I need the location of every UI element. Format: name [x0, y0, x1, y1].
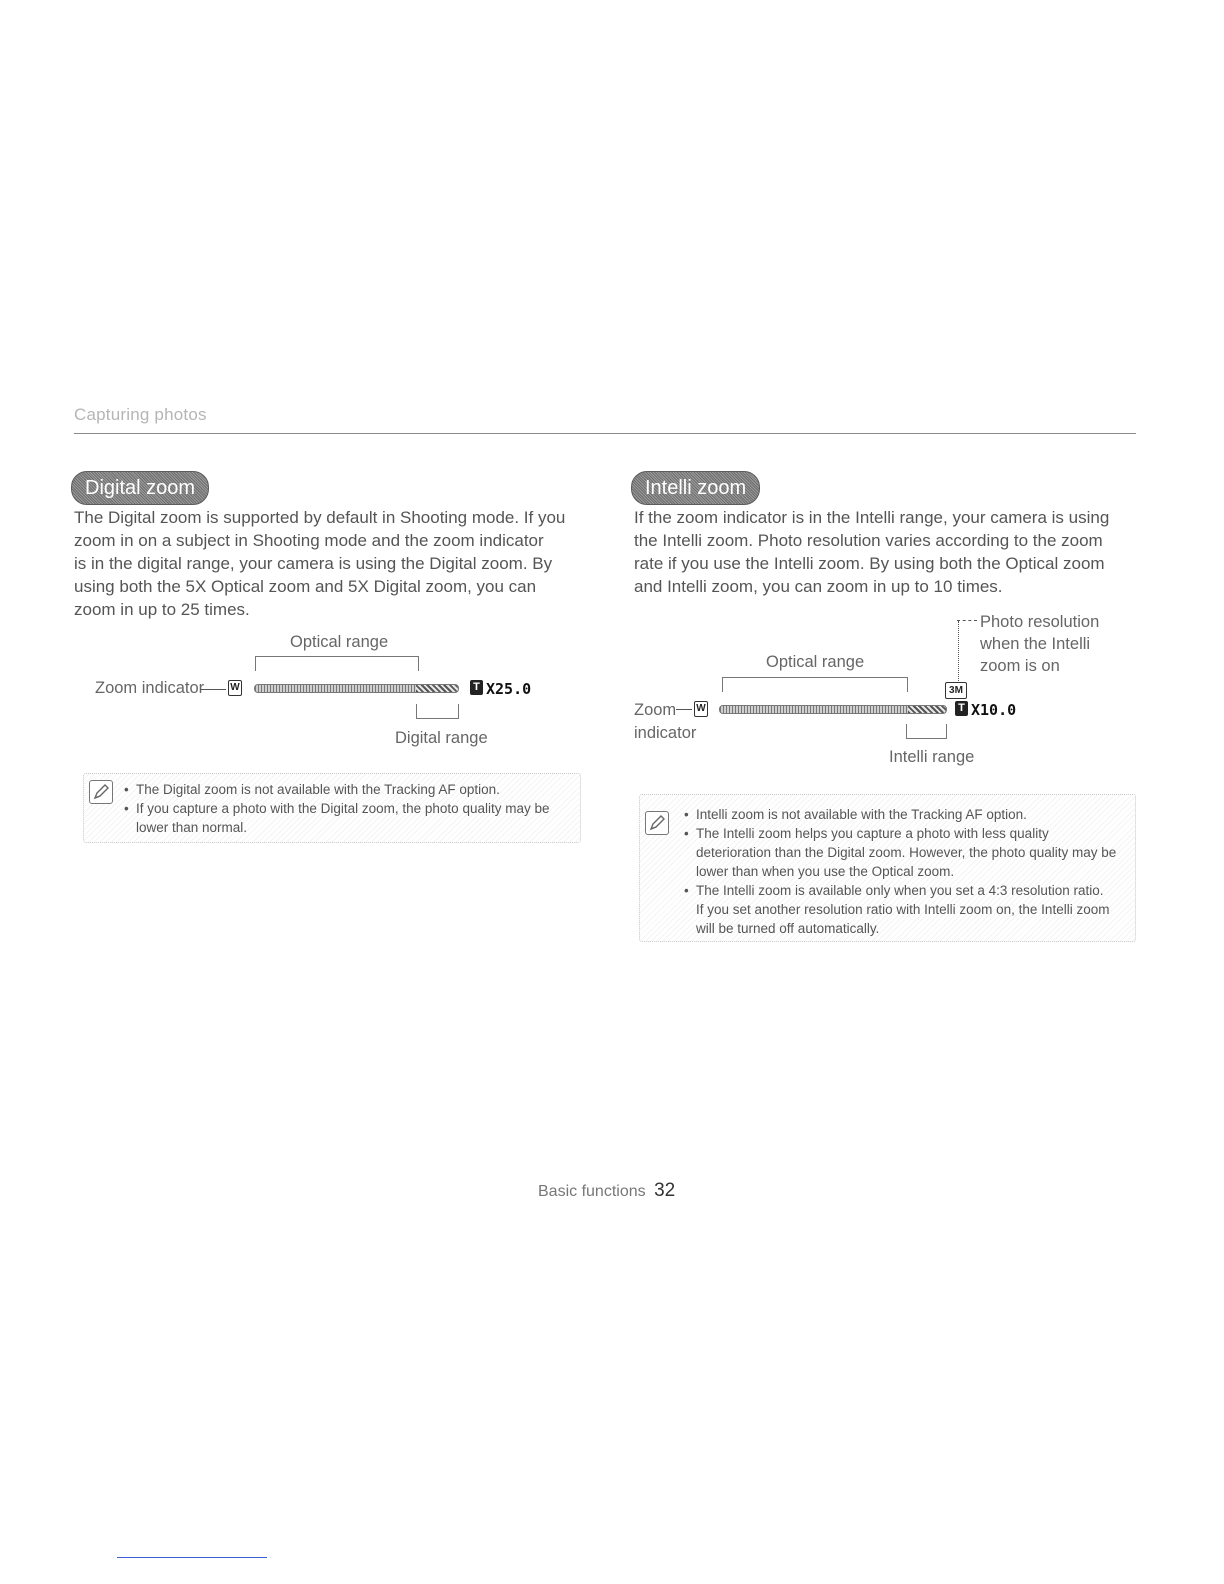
wide-icon: W	[228, 680, 242, 696]
note-item: will be turned off automatically.	[696, 921, 880, 936]
indicator-pointer	[676, 709, 692, 710]
note-item: • If you capture a photo with the Digital zoom, the photo quality may be	[124, 801, 550, 816]
header-divider	[74, 433, 1136, 434]
tele-icon: T	[955, 701, 968, 716]
digital-range-bracket	[416, 704, 459, 719]
resolution-icon: 3M	[945, 682, 967, 699]
note-item: • The Intelli zoom is available only when you set a 4:3 resolution ratio.	[684, 883, 1104, 898]
footer-section: Basic functions	[538, 1183, 646, 1200]
paragraph-line: rate if you use the Intelli zoom. By using both the Optical zoom	[634, 554, 1105, 573]
optical-range-bracket	[722, 677, 908, 692]
paragraph-line: The Digital zoom is supported by default in Shooting mode. If you	[74, 508, 566, 527]
tele-icon: T	[470, 680, 483, 695]
intelli-range-bracket	[906, 724, 947, 739]
indicator-pointer	[200, 689, 226, 690]
digital-zoom-note	[83, 773, 581, 843]
optical-range-bracket	[255, 656, 419, 671]
resolution-pointer	[957, 620, 977, 621]
zoom-indicator-label: Zoom indicator	[95, 679, 205, 697]
optical-range-label: Optical range	[290, 633, 389, 651]
note-item: • The Intelli zoom helps you capture a photo with less quality	[684, 826, 1049, 841]
intelli-zoom-paragraph	[634, 506, 1109, 598]
zoom-bar	[719, 705, 947, 714]
note-item: • Intelli zoom is not available with the Tracking AF option.	[684, 807, 1027, 822]
intelli-zoom-note	[639, 794, 1136, 942]
zoom-indicator-label: Zoom indicator	[634, 701, 697, 742]
paragraph-line: and Intelli zoom, you can zoom in up to 10 times.	[634, 577, 1003, 596]
paragraph-line: using both the 5X Optical zoom and 5X Digital zoom, you can	[74, 577, 537, 596]
note-item: If you set another resolution ratio with Intelli zoom on, the Intelli zoom	[696, 902, 1110, 917]
digital-zoom-paragraph	[74, 506, 565, 621]
intelli-zoom-title: Intelli zoom	[631, 471, 760, 505]
note-item: lower than normal.	[136, 820, 248, 835]
photo-resolution-label: Photo resolution when the Intelli zoom is on	[980, 613, 1100, 675]
page-footer	[538, 1180, 675, 1202]
paragraph-line: If the zoom indicator is in the Intelli range, your camera is using	[634, 508, 1110, 527]
note-item: • The Digital zoom is not available with the Tracking AF option.	[124, 782, 500, 797]
optical-range-label: Optical range	[766, 653, 865, 671]
paragraph-line: is in the digital range, your camera is using the Digital zoom. By	[74, 554, 553, 573]
section-header: Capturing photos	[74, 405, 207, 424]
paragraph-line: zoom in on a subject in Shooting mode and the zoom indicator	[74, 531, 544, 550]
zoom-bar	[254, 684, 459, 693]
paragraph-line: the Intelli zoom. Photo resolution varies according to the zoom	[634, 531, 1103, 550]
wide-icon: W	[694, 701, 708, 717]
digital-zoom-title: Digital zoom	[71, 471, 209, 505]
intelli-range-label: Intelli range	[889, 748, 975, 766]
digital-range-label: Digital range	[395, 729, 488, 747]
paragraph-line: zoom in up to 25 times.	[74, 600, 250, 619]
page-number: 32	[654, 1180, 676, 1201]
note-item: lower than when you use the Optical zoom.	[696, 864, 955, 879]
zoom-value: X25.0	[486, 680, 532, 698]
zoom-value: X10.0	[971, 701, 1017, 719]
note-icon	[645, 811, 669, 835]
note-icon	[89, 780, 113, 804]
resolution-leader	[958, 621, 959, 681]
bottom-link-underline	[117, 1557, 267, 1558]
note-item: deterioration than the Digital zoom. However, the photo quality may be	[696, 845, 1117, 860]
